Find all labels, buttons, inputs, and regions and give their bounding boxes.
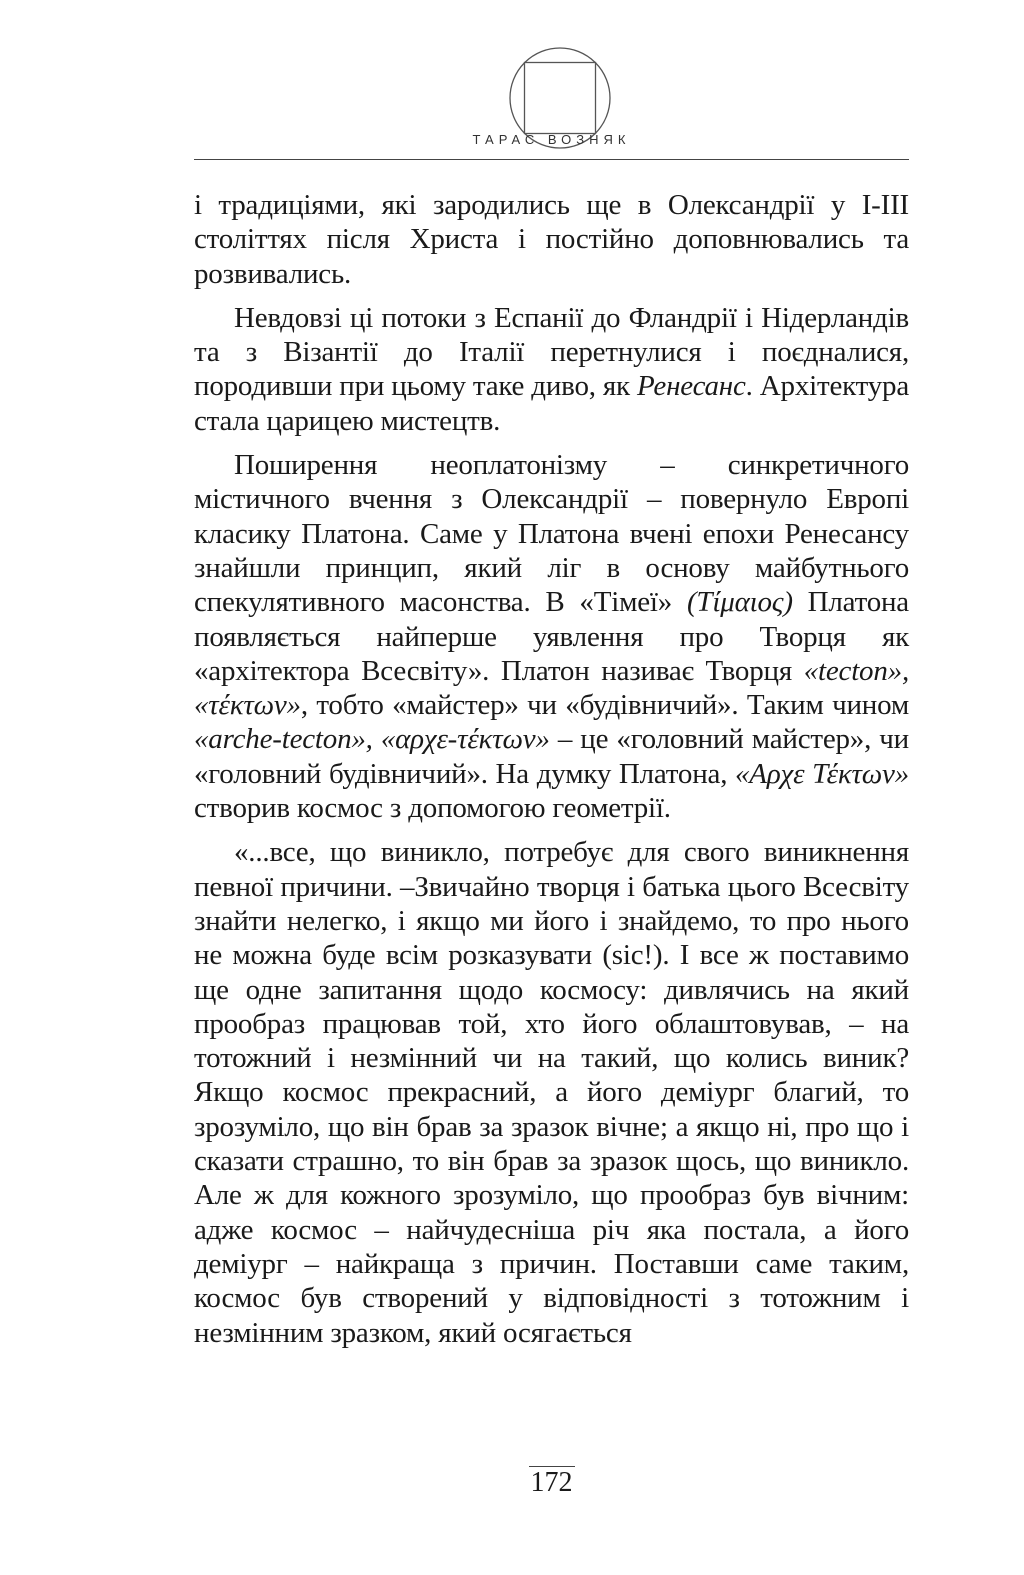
header-rule: [194, 159, 909, 160]
italic-term: (Τίμαιος): [686, 586, 793, 619]
italic-term: Ренесанс: [636, 370, 746, 403]
paragraph-1: і традиціями, які зародились ще в Олександрії у І-ІІІ століттях після Христа і постійно доповнювались та розвивались.: [194, 189, 909, 290]
italic-term: «arche-tecton», «αρχε-τέκτων»: [194, 723, 550, 756]
italic-term: «tecton», «τέκτων»: [194, 654, 909, 722]
italic-term: «Αρχε Τέκτων»: [735, 757, 909, 790]
paragraph-4-quote: «...все, що виникло, потребує для свого виникнення певної причини. –Звичайно творця і батька цього Всесвіту знайти нелегко, і якщо ми його і знайдемо, то про нього не можна буде всім розказувати (sic!). І все ж поставимо ще одне запитання щодо космосу: дивлячись на який прообраз працював той, хто його облаштовував, – на тотожний і незмінний чи на такий, що колись виник? Якщо космос прекрасний, а його деміург благий, то зрозуміло, що він брав за зразок вічне; а якщо ні, про що і сказати страшно, то він брав за зразок щось, що виникло. Але ж для кожного зрозуміло, що прообраз був вічним: адже космос – найчудесніша річ яка постала, а його деміург – найкраща з причин. Поставши саме таким, космос був створений у відповідності з тотожним і незмінним зразком, який осягається: [194, 836, 909, 1349]
running-header-author: ТАРАС ВОЗНЯК: [472, 132, 631, 147]
paragraph-3: Поширення неоплатонізму – синкретичного містичного вчення з Олександрії – повернуло Европі класику Платона. Саме у Платона вчені епохи Ренесансу знайшли принцип, який ліг в основу майбутнього спекулятивного масонства. В «Тімеї» (Τίμαιος) Платона появляється найперше уявлення про Творця як «архітектора Всесвіту». Платон називає Творця «tecton», «τέκτων», тобто «майстер» чи «будівничий». Таким чином «arche-tecton», «αρχε-τέκτων» – це «головний майстер», чи «головний будівничий». На думку Платона, «Αρχε Τέκτων» створив космос з допомогою геометрії.: [194, 449, 910, 825]
page-number: 172: [530, 1467, 573, 1498]
body-text: [194, 188, 909, 1350]
paragraph-2: Невдовзі ці потоки з Еспанії до Фландрії і Нідерландів та з Візантії до Італії перетнулися і поєдналися, породивши при цьому таке диво, як Ренесанс. Архітектура стала царицею мистецтв.: [194, 301, 909, 437]
